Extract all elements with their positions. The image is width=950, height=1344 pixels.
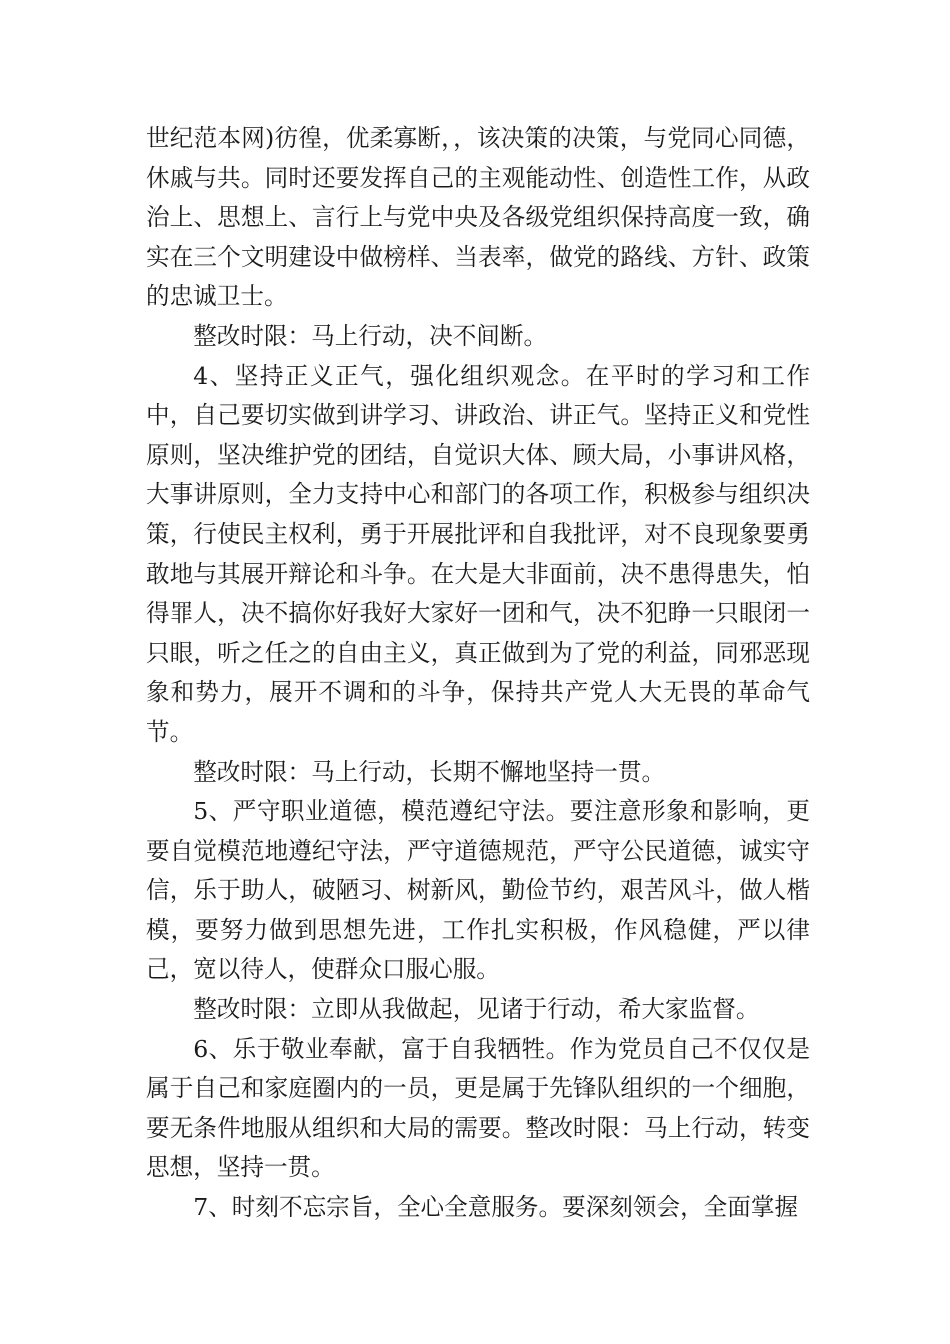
paragraph-item-4: 4、坚持正义正气，强化组织观念。在平时的学习和工作中，自己要切实做到讲学习、讲政治、讲正气。坚持正义和党性原则，坚决维护党的团结，自觉识大体、顾大局，小事讲风格，大事讲原则，全力支持中心和部门的各项工作，积极参与组织决策，行使民主权利，勇于开展批评和自我批评，对不良现象要勇敢地与其展开辩论和斗争。在大是大非面前，决不患得患失，怕得罪人，决不搞你好我好大家好一团和气，决不犯睁一只眼闭一只眼，听之任之的自由主义，真正做到为了党的利益，同邪恶现象和势力，展开不调和的斗争，保持共产党人大无畏的革命气节。 [146,361,810,746]
paragraph-continuation: 世纪范本网)彷徨，优柔寡断，，该决策的决策，与党同心同德，休戚与共。同时还要发挥自己的主观能动性、创造性工作，从政治上、思想上、言行上与党中央及各级党组织保持高度一致，确实在三个文明建设中做榜样、当表率，做党的路线、方针、政策的忠诚卫士。 [146,124,810,311]
paragraph-item-6: 6、乐于敬业奉献，富于自我牺牲。作为党员自己不仅仅是属于自己和家庭圈内的一员，更是属于先锋队组织的一个细胞，要无条件地服从组织和大局的需要。整改时限：马上行动，转变思想，坚持一贯。 [146,1034,810,1182]
paragraph-deadline: 整改时限：立即从我做起，见诸于行动，希大家监督。 [193,995,760,1024]
paragraph-deadline: 整改时限：马上行动，决不间断。 [193,321,548,350]
document-page [146,119,810,1228]
paragraph-item-7: 7、时刻不忘宗旨，全心全意服务。要深刻领会，全面掌握 [193,1193,799,1222]
paragraph-deadline: 整改时限：马上行动，长期不懈地坚持一贯。 [193,757,666,786]
paragraph-item-5: 5、严守职业道德，模范遵纪守法。要注意形象和影响，更要自觉模范地遵纪守法，严守道德规范，严守公民道德，诚实守信，乐于助人，破陋习、树新风，勤俭节约，艰苦风斗，做人楷模，要努力做到思想先进，工作扎实积极，作风稳健，严以律己，宽以待人，使群众口服心服。 [146,797,810,984]
